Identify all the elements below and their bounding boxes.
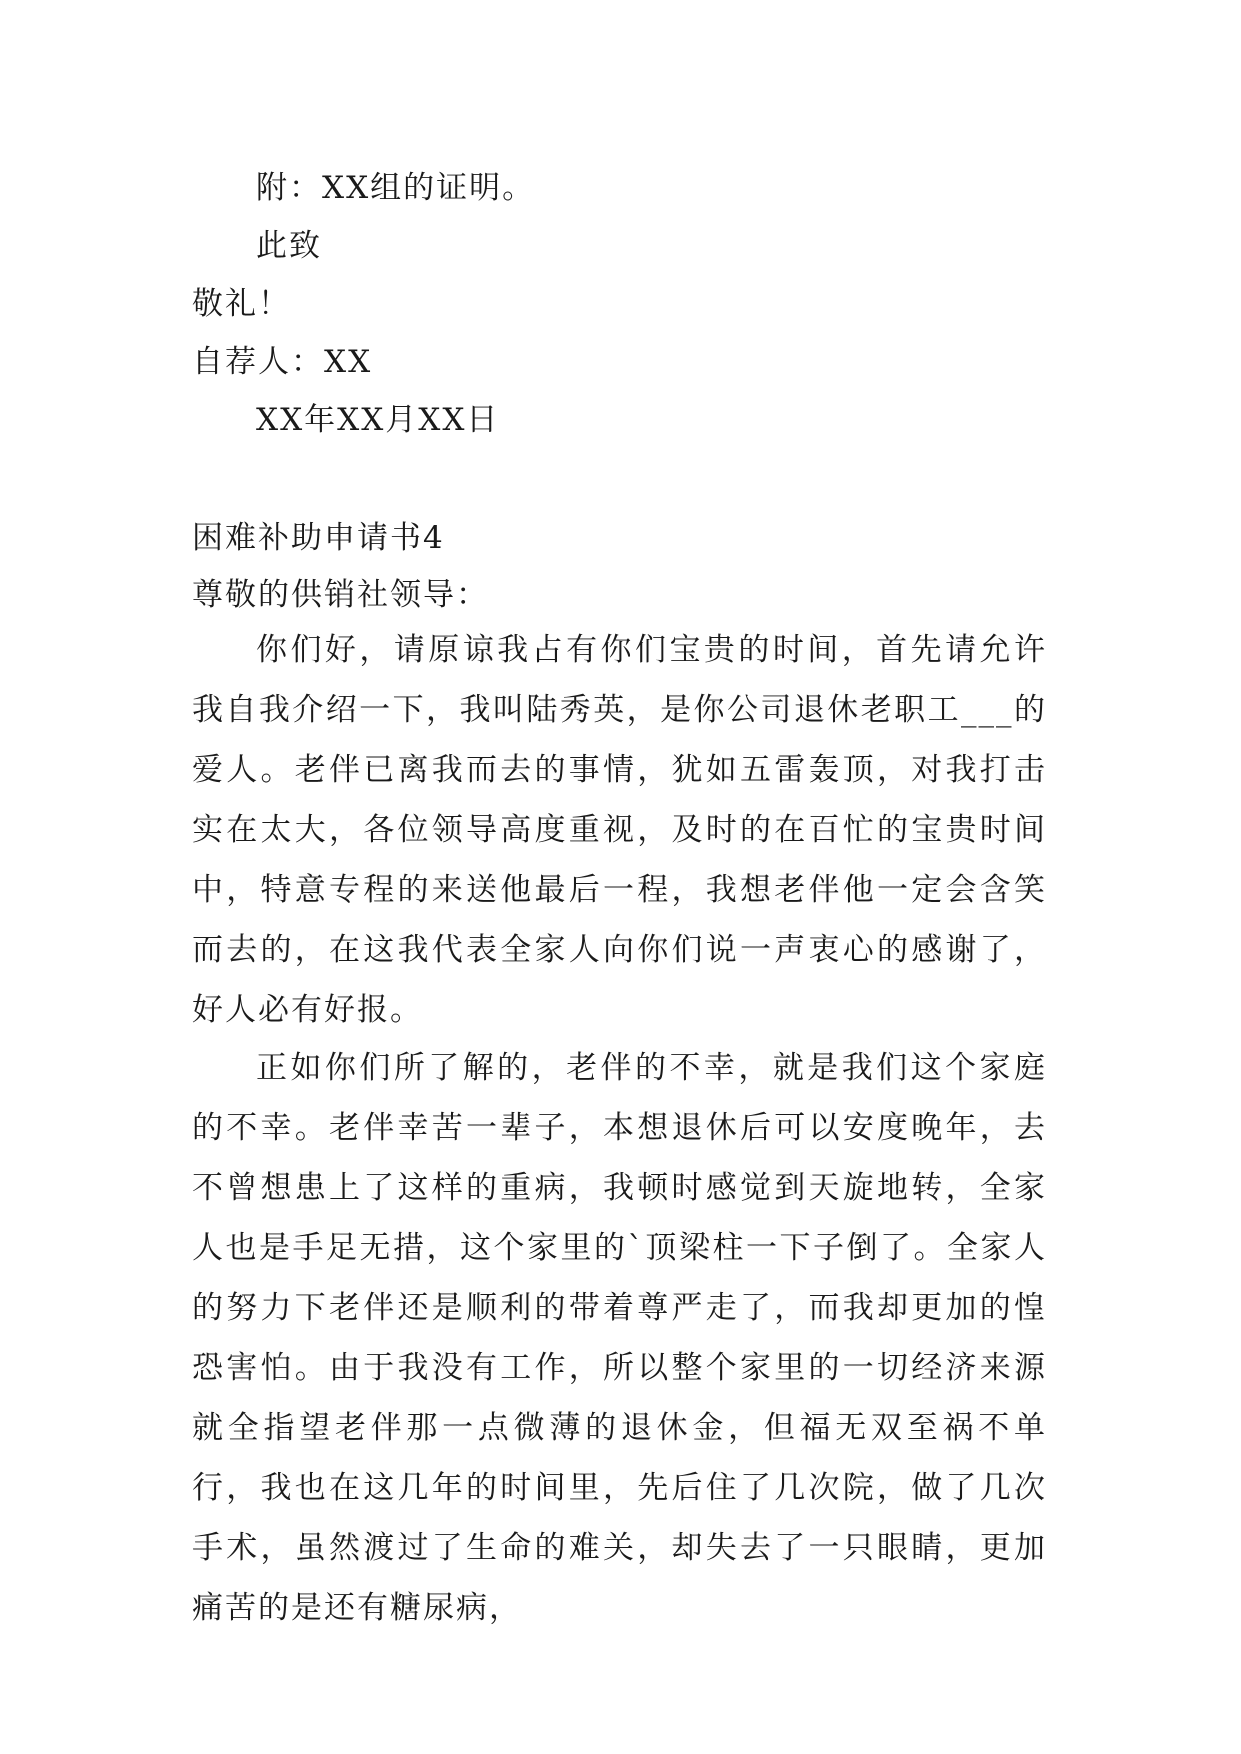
signer-line: 自荐人：XX — [192, 344, 373, 380]
addressee: 尊敬的供销社领导： — [192, 577, 489, 613]
date-line: XX年XX月XX日 — [256, 402, 500, 438]
body-paragraph-1: 你们好，请原谅我占有你们宝贵的时间，首先请允许我自我介绍一下，我叫陆秀英，是你公司退休老职工___的爱人。老伴已离我而去的事情，犹如五雷轰顶，对我打击实在太大，各位领导高度重视，及时的在百忙的宝贵时间中，特意专程的来送他最后一程，我想老伴他一定会含笑而去的，在这我代表全家人向你们说一声衷心的感谢了，好人必有好报。 — [192, 632, 1047, 1028]
salutation-ci-zhi: 此致 — [256, 228, 322, 264]
letter-title: 困难补助申请书4 — [192, 520, 445, 556]
body-paragraph-2: 正如你们所了解的，老伴的不幸，就是我们这个家庭的不幸。老伴幸苦一辈子，本想退休后可以安度晚年，去不曾想患上了这样的重病，我顿时感觉到天旋地转，全家人也是手足无措，这个家里的`顶梁柱一下子倒了。全家人的努力下老伴还是顺利的带着尊严走了，而我却更加的惶恐害怕。由于我没有工作，所以整个家里的一切经济来源就全指望老伴那一点微薄的退休金，但福无双至祸不单行，我也在这几年的时间里，先后住了几次院，做了几次手术，虽然渡过了生命的难关，却失去了一只眼睛，更加痛苦的是还有糖尿病， — [192, 1050, 1047, 1626]
attachment-note: 附：XX组的证明。 — [256, 170, 536, 206]
salutation-jing-li: 敬礼！ — [192, 286, 291, 322]
